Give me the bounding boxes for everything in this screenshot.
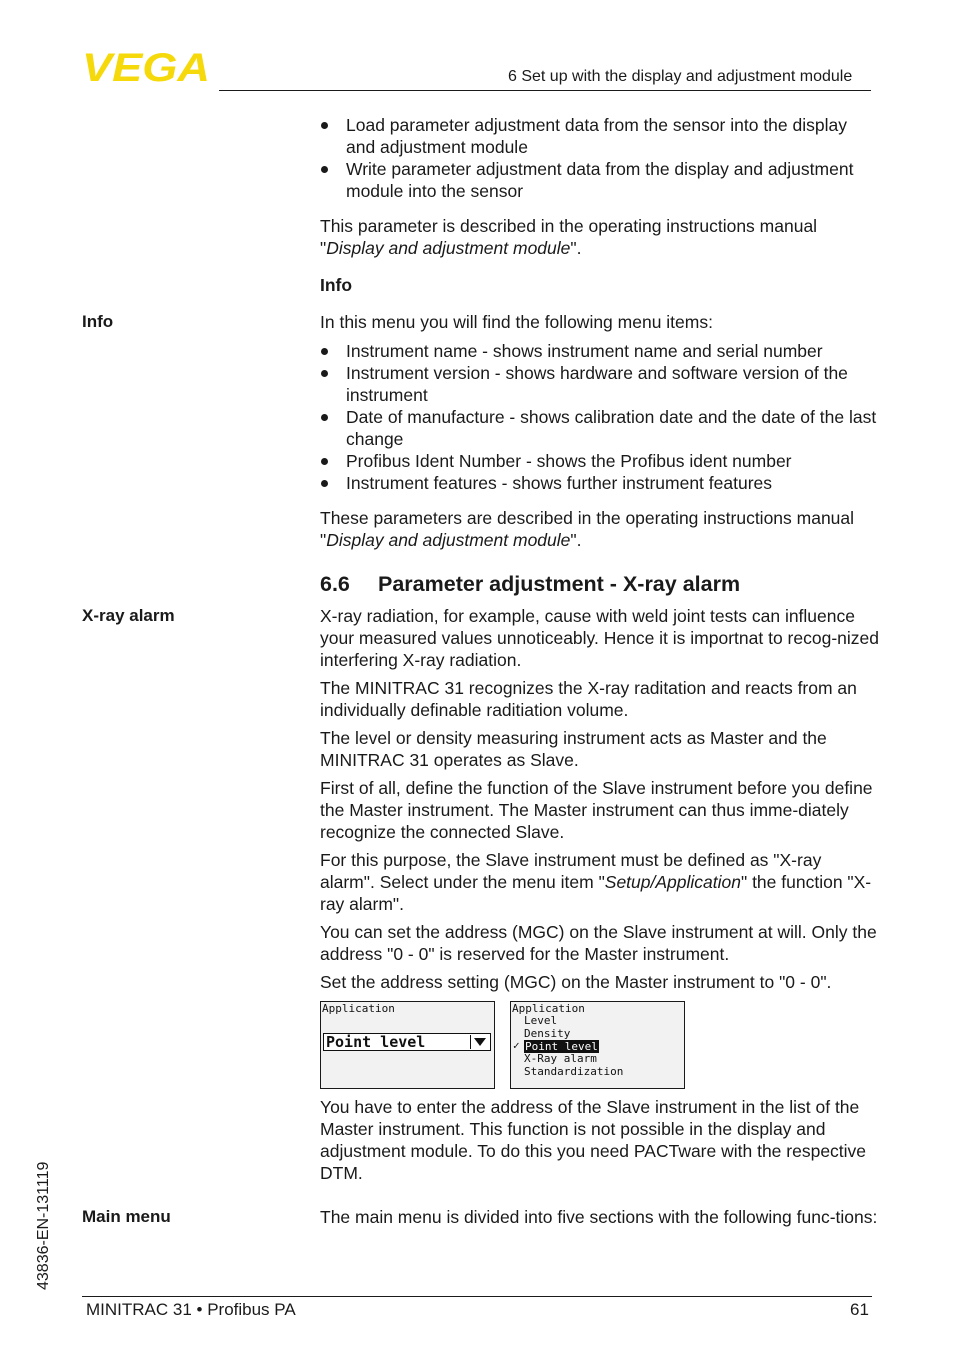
paragraph: The MINITRAC 31 recognizes the X-ray raditation and reacts from an individually definable raditiation volume.: [320, 678, 857, 720]
list-item: Load parameter adjustment data from the sensor into the display and adjustment module: [320, 114, 880, 158]
paragraph: You can set the address (MGC) on the Slave instrument at will. Only the address "0 - 0" is reserved for the Master instrument.: [320, 922, 877, 964]
intro-block: [320, 114, 880, 259]
list-item: Date of manufacture - shows calibration date and the date of the last change: [320, 406, 880, 450]
info-block: [320, 311, 880, 551]
xray-block: [320, 605, 880, 993]
list-item: Write parameter adjustment data from the display and adjustment module into the sensor: [320, 158, 880, 202]
display-screen-application: [320, 1001, 495, 1089]
application-select[interactable]: [323, 1033, 491, 1051]
list-item: Instrument version - shows hardware and software version of the instrument: [320, 362, 880, 406]
option-item[interactable]: Standardization: [524, 1065, 624, 1079]
footer-divider: [82, 1296, 872, 1297]
screen-title: Application: [512, 1002, 585, 1015]
footer-product: MINITRAC 31 • Profibus PA: [86, 1300, 296, 1319]
checkmark-icon: ✓: [513, 1039, 520, 1052]
display-screen-application-list: [510, 1001, 685, 1089]
side-label-info: Info: [82, 312, 114, 331]
paragraph: For this purpose, the Slave instrument must be defined as "X-ray alarm". Select under the menu item "Setup/Application" the function "X-ray alarm".: [320, 850, 872, 914]
option-item[interactable]: Density: [524, 1026, 571, 1040]
section-title: Parameter adjustment - X-ray alarm: [378, 572, 741, 596]
header-divider: [219, 90, 871, 91]
list-item: Profibus Ident Number - shows the Profibus ident number: [320, 450, 880, 472]
info-note: These parameters are described in the operating instructions manual "Display and adjustment module".: [320, 508, 855, 550]
paragraph: The main menu is divided into five sections with the following func-tions:: [320, 1207, 878, 1227]
select-value: Point level: [326, 1033, 426, 1051]
section-number: 6.6: [320, 572, 350, 596]
list-item: Instrument name - shows instrument name and serial number: [320, 340, 880, 362]
side-label-main-menu: Main menu: [82, 1207, 171, 1226]
paragraph: You have to enter the address of the Slave instrument in the list of the Master instrument. This function is not possible in the display and adjustment module. To do this you need PACTware with the respective DTM.: [320, 1097, 867, 1183]
info-subheading: Info: [320, 275, 353, 295]
intro-note: This parameter is described in the operating instructions manual "Display and adjustment module".: [320, 216, 818, 258]
section-heading: [320, 572, 740, 597]
application-options: [524, 1015, 623, 1079]
header-section-title: 6 Set up with the display and adjustment module: [508, 68, 853, 85]
screen-title: Application: [322, 1002, 395, 1015]
paragraph: The level or density measuring instrument acts as Master and the MINITRAC 31 operates as Slave.: [320, 728, 827, 770]
document-number: 43836-EN-131119: [35, 1161, 52, 1290]
paragraph: First of all, define the function of the Slave instrument before you define the Master instrument. The Master instrument can thus imme-diately recognize the connected Slave.: [320, 778, 873, 842]
paragraph: Set the address setting (MGC) on the Master instrument to "0 - 0".: [320, 972, 832, 992]
option-item[interactable]: Level: [524, 1014, 558, 1027]
paragraph: X-ray radiation, for example, cause with weld joint tests can influence your measured values unnoticeably. Hence it is importnat to recog-nized interfering X-ray radiation.: [320, 606, 879, 670]
vega-logo: [82, 50, 212, 84]
page-number: 61: [850, 1300, 869, 1319]
list-item: Instrument features - shows further instrument features: [320, 472, 880, 494]
option-item[interactable]: X-Ray alarm: [524, 1052, 597, 1066]
option-item-selected[interactable]: Point level: [525, 1039, 598, 1053]
info-lead: In this menu you will find the following menu items:: [320, 312, 713, 332]
side-label-xray-alarm: X-ray alarm: [82, 606, 175, 625]
dropdown-arrow-icon[interactable]: [470, 1035, 489, 1049]
svg-text:VEGA: VEGA: [82, 50, 210, 84]
